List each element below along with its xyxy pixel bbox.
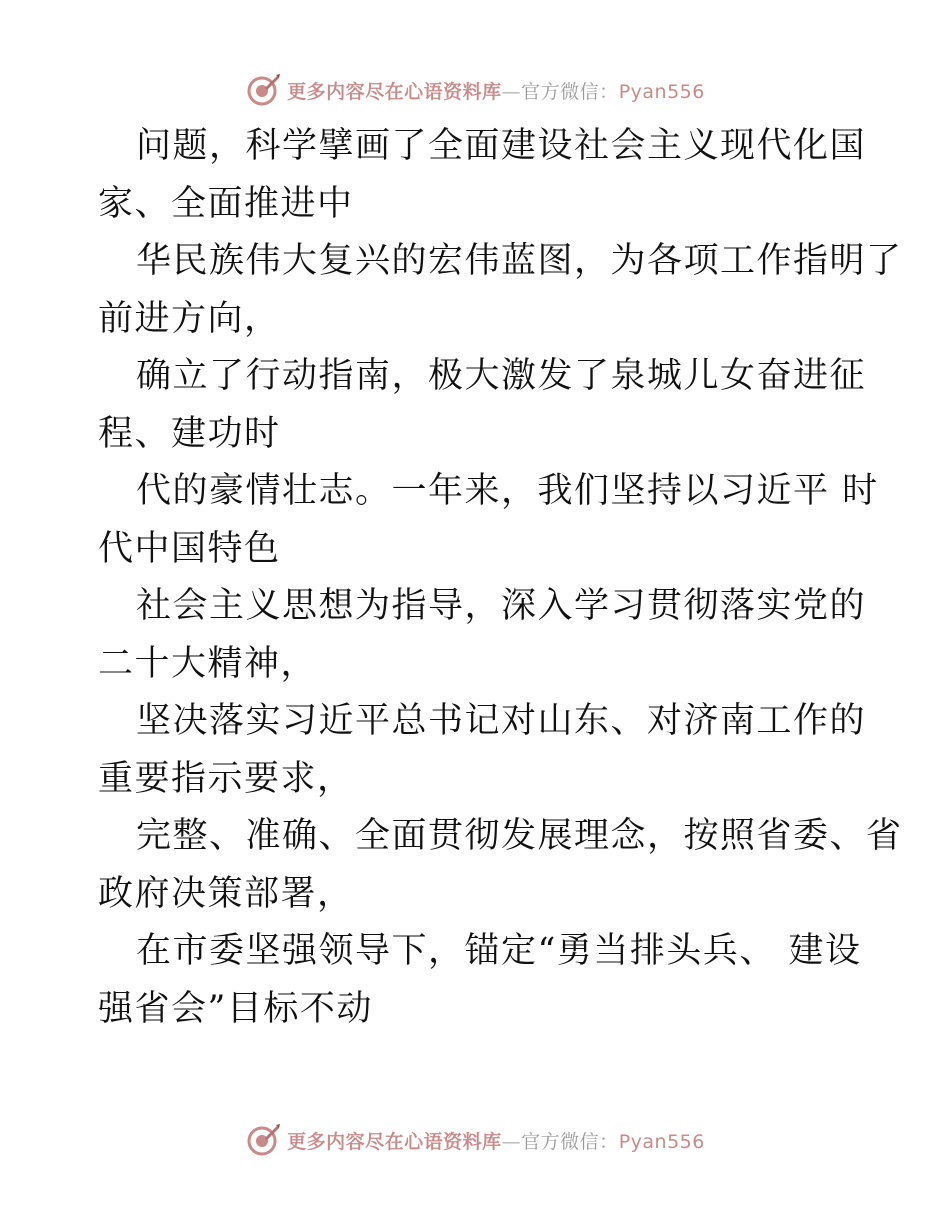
text-line: 社会主义思想为指导，深入学习贯彻落实党的	[136, 586, 867, 626]
watermark-official: 官方微信：	[521, 1130, 619, 1153]
text-line: 问题，科学擘画了全面建设社会主义现代化国	[136, 126, 867, 166]
watermark-official: 官方微信：	[521, 80, 619, 103]
document-body	[98, 118, 903, 1038]
text-line: 代的豪情壮志。一年来，我们坚持以习近平 时	[136, 471, 879, 511]
text-line: 重要指示要求，	[98, 758, 354, 799]
header-watermark	[0, 68, 950, 112]
watermark-handle: Pyan556	[618, 80, 705, 103]
text-line: 确立了行动指南，极大激发了泉城儿女奋进征	[136, 356, 867, 396]
watermark-brand: 更多内容尽在心语资料库	[287, 1130, 502, 1153]
text-line: 二十大精神，	[98, 643, 318, 684]
text-line: 代中国特色	[98, 528, 281, 569]
text-line: 坚决落实习近平总书记对山东、对济南工作的	[136, 701, 867, 741]
watermark-brand: 更多内容尽在心语资料库	[287, 80, 502, 103]
text-line: 程、建功时	[98, 413, 281, 454]
text-line: 华民族伟大复兴的宏伟蓝图，为各项工作指明了	[136, 241, 903, 281]
watermark-handle: Pyan556	[618, 1130, 705, 1153]
watermark-separator: —	[501, 1130, 522, 1153]
text-line: 政府决策部署，	[98, 873, 354, 914]
pen-logo-icon	[245, 72, 281, 108]
watermark-separator: —	[501, 80, 522, 103]
text-line: 完整、准确、全面贯彻发展理念，按照省委、省	[136, 816, 903, 856]
footer-watermark	[0, 1118, 950, 1162]
text-line: 在市委坚强领导下，锚定“勇当排头兵、 建设	[136, 931, 862, 971]
text-line: 强省会”目标不动	[98, 988, 373, 1029]
pen-logo-icon	[245, 1122, 281, 1158]
text-line: 前进方向，	[98, 298, 281, 339]
text-line: 家、全面推进中	[98, 183, 354, 224]
